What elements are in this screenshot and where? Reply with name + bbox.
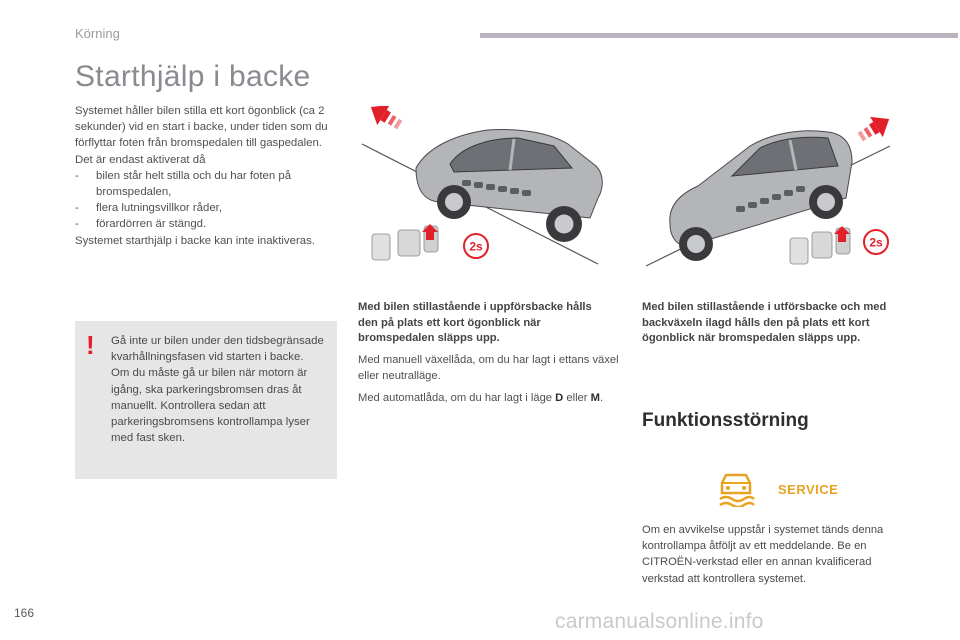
intro-condition-lead: Det är endast aktiverat då — [75, 153, 206, 166]
condition-item: - flera lutningsvillkor råder, — [75, 202, 222, 215]
watermark: carmanualsonline.info — [555, 610, 764, 633]
page-number: 166 — [14, 606, 35, 620]
condition-item: - förardörren är stängd. — [75, 218, 207, 231]
car-icon — [416, 130, 602, 242]
malfunction-title: Funktionsstörning — [642, 410, 809, 431]
pedals-icon — [790, 226, 850, 264]
warning-line-2: Om du måste gå ur bilen när motorn är igång, ska parkeringsbromsen dras åt manuellt. Kontrollera sedan att parkeringsbromsens kontrollampa lyser med fast sken. — [111, 367, 310, 445]
intro-closing: Systemet starthjälp i backe kan inte inaktiveras. — [75, 234, 315, 247]
condition-item: - bilen står helt stilla och du har foten på bromspedalen, — [75, 169, 292, 199]
service-warning-label: SERVICE — [778, 482, 839, 497]
manual-gearbox-text: Med manuell växellåda, om du har lagt i ettans växel eller neutralläge. — [358, 354, 619, 382]
red-arrow-icon — [365, 106, 407, 135]
pedals-icon — [372, 224, 438, 260]
header-accent-bar — [480, 33, 958, 38]
downhill-car-illustration — [640, 106, 908, 274]
uphill-details — [358, 352, 620, 412]
uphill-caption: Med bilen stillastående i uppförsbacke hålls den på plats ett kort ögonblick när bromspedalen släpps upp. — [358, 301, 592, 345]
intro-paragraph: Systemet håller bilen stilla ett kort ögonblick (ca 2 sekunder) vid en start i backe, under tiden som du förflyttar foten från bromspedalen till gaspedalen. — [75, 105, 328, 150]
malfunction-text: Om en avvikelse uppstår i systemet tänds denna kontrollampa åtföljt av ett meddelande. Be en CITROËN-verkstad eller en annan kvalificerad verkstad att kontrollera systemet. — [642, 524, 884, 585]
warning-icon: ! — [86, 330, 95, 360]
warning-text — [111, 333, 326, 446]
timer-badge — [464, 234, 488, 258]
warning-line-1: Gå inte ur bilen under den tidsbegränsade kvarhållningsfasen vid starten i backe. — [111, 335, 324, 364]
timer-badge-text: 2s — [469, 239, 483, 254]
uphill-car-illustration — [358, 106, 620, 274]
automatic-gearbox-text: Med automatlåda, om du har lagt i läge D eller M. — [358, 392, 604, 404]
section-label: Körning — [75, 26, 120, 41]
downhill-caption: Med bilen stillastående i utförsbacke och med backväxeln ilagd hålls den på plats ett kort ögonblick när bromspedalen släpps upp. — [642, 301, 887, 345]
intro-text — [75, 103, 343, 249]
hill-assist-warning-lamp-icon — [716, 471, 756, 507]
timer-badge — [864, 230, 888, 254]
red-arrow-icon — [854, 109, 896, 147]
page-title: Starthjälp i backe — [75, 60, 311, 93]
timer-badge-text: 2s — [869, 235, 883, 250]
